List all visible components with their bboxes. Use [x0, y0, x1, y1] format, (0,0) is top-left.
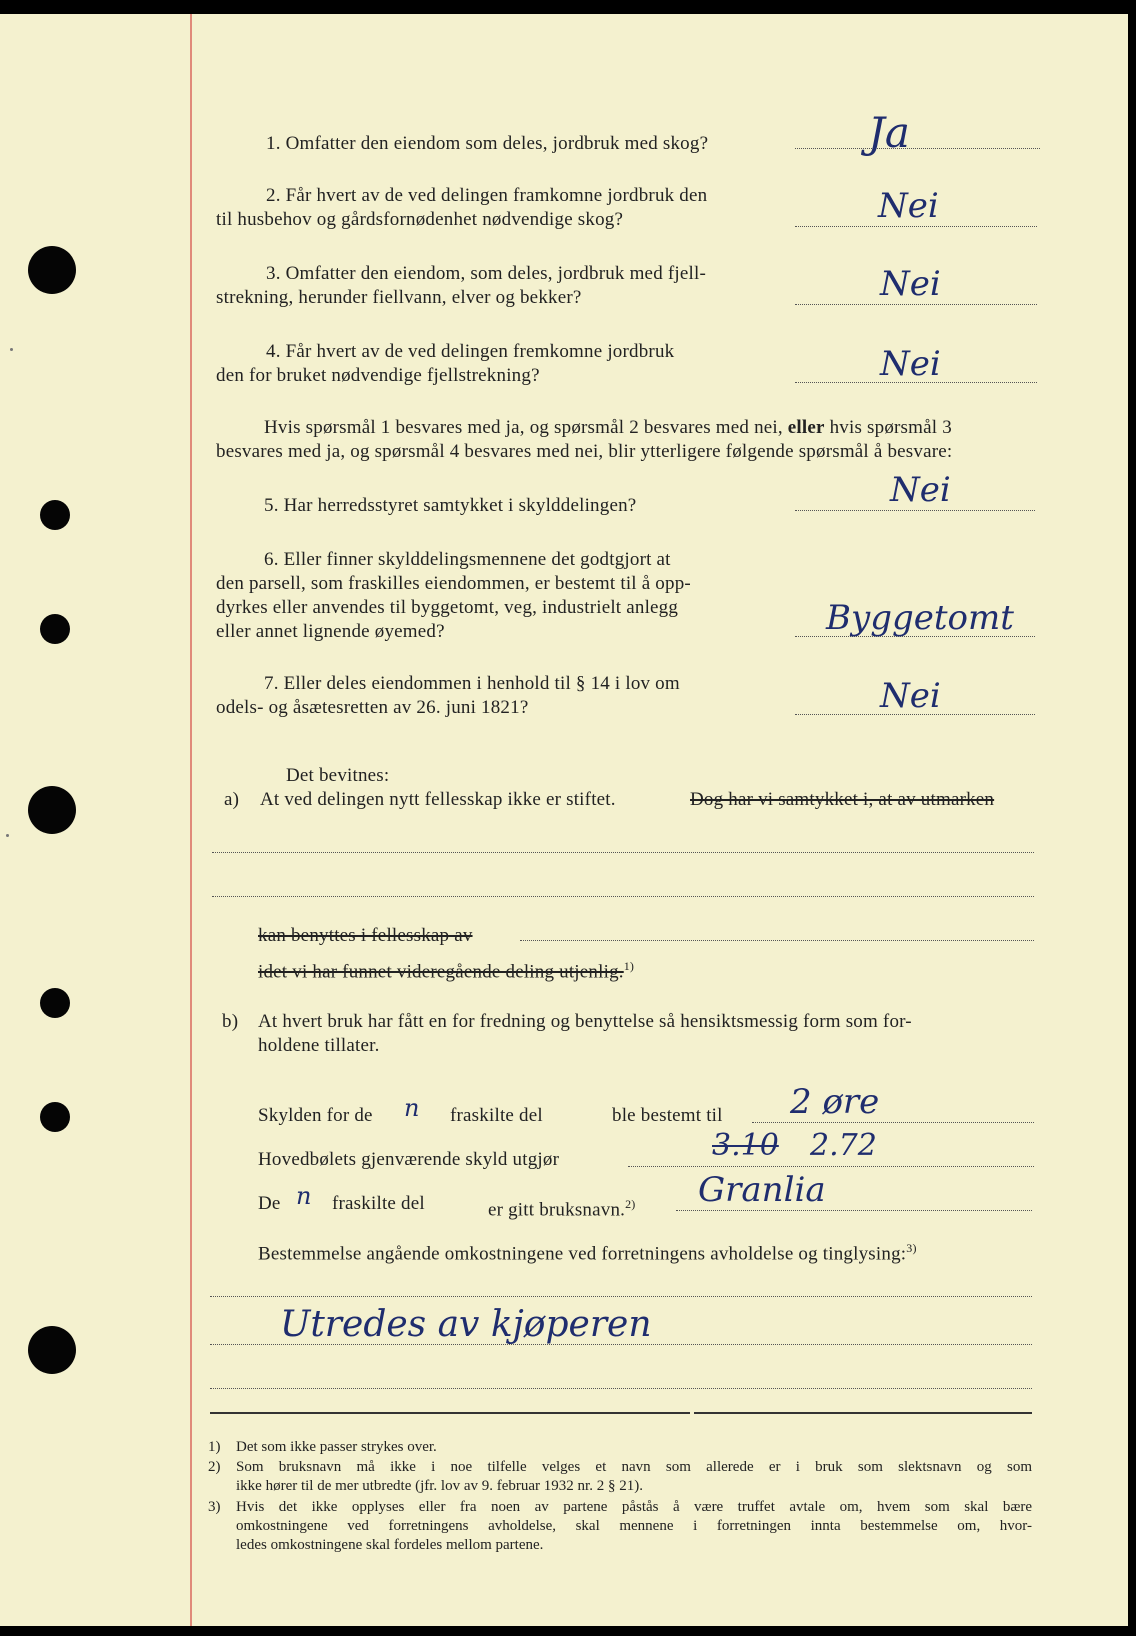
speck — [6, 834, 9, 837]
navn-label-a: De — [258, 1193, 281, 1214]
attest-struck-line-1-blank — [520, 940, 1034, 941]
bestemmelse-line-2 — [210, 1344, 1032, 1345]
navn-value-line — [676, 1210, 1032, 1211]
footnote-2-text-line2: ikke hører til de mer utbredte (jfr. lov av 9. februar 1932 nr. 2 § 21). — [236, 1478, 643, 1494]
question-6-text-line4: eller annet lignende øyemed? — [216, 621, 445, 642]
question-2-text-line1: 2. Får hvert av de ved delingen framkomne jordbruk den — [266, 185, 708, 206]
question-2-text-line2: til husbehov og gårdsfornødenhet nødvendige skog? — [216, 209, 624, 230]
condition-line2: besvares med ja, og spørsmål 4 besvares med nei, blir ytterligere følgende spørsmål å besvare: — [216, 441, 953, 462]
hoved-value: 2.72 — [810, 1128, 877, 1163]
skyld-label-c: ble bestemt til — [612, 1105, 723, 1126]
punch-hole — [40, 500, 70, 530]
question-5-answer-line — [795, 510, 1035, 511]
navn-value: Granlia — [698, 1170, 826, 1210]
skyld-mark: n — [404, 1094, 420, 1122]
attest-b-line1: At hvert bruk har fått en for fredning og benyttelse så hensiktsmessig form som for- — [258, 1011, 912, 1032]
navn-footnote-ref: 2) — [625, 1197, 636, 1211]
punch-hole — [28, 246, 76, 294]
skyld-label-b: fraskilte del — [450, 1105, 543, 1126]
form-page — [0, 14, 1128, 1626]
bestemmelse-footnote-ref: 3) — [906, 1241, 917, 1255]
bestemmelse-label — [258, 1236, 917, 1266]
footnote-3-text-line3: ledes omkostningene skal fordeles mellom partene. — [236, 1537, 544, 1553]
question-1-text: 1. Omfatter den eiendom som deles, jordbruk med skog? — [266, 133, 709, 154]
question-3-answer-line — [795, 304, 1037, 305]
attest-footnote-ref-1: 1) — [623, 959, 635, 973]
question-1-answer: Ja — [868, 108, 910, 157]
attest-a-struck-text: Dog har vi samtykket i, at av utmarken — [690, 789, 995, 810]
footnote-3-mark: 3) — [208, 1499, 221, 1515]
footnote-1-mark: 1) — [208, 1439, 221, 1455]
question-2-answer: Nei — [878, 186, 939, 226]
attest-heading: Det bevitnes: — [286, 765, 390, 786]
question-4-answer: Nei — [880, 344, 941, 384]
navn-label-c — [488, 1192, 636, 1222]
attest-blank-line-2 — [212, 896, 1034, 897]
attest-b-label: b) — [222, 1011, 239, 1032]
navn-label-b: fraskilte del — [332, 1193, 425, 1214]
skyld-value: 2 øre — [790, 1082, 880, 1122]
attest-struck-line-1: kan benyttes i fellesskap av — [258, 925, 473, 946]
footnote-rule-right — [694, 1412, 1032, 1414]
question-1-answer-line — [795, 148, 1040, 149]
punch-hole — [40, 614, 70, 644]
attest-struck-line-2 — [258, 954, 634, 984]
hoved-value-line — [628, 1166, 1034, 1167]
footnote-3-text-line1: Hvis det ikke opplyses eller fra noen av partene påstås å være truffet avtale om, hvem som skal bære — [236, 1499, 1032, 1515]
question-6-text-line3: dyrkes eller anvendes til byggetomt, veg, industrielt anlegg — [216, 597, 679, 618]
hoved-label: Hovedbølets gjenværende skyld utgjør — [258, 1149, 560, 1170]
footnote-2-text-line1: Som bruksnavn må ikke i noe tilfelle velges et navn som allerede er i bruk som slektsnavn og som — [236, 1459, 1032, 1475]
punch-hole — [28, 786, 76, 834]
speck — [10, 348, 13, 351]
question-2-answer-line — [795, 226, 1037, 227]
attest-a-label: a) — [224, 789, 240, 810]
question-7-answer: Nei — [880, 676, 941, 716]
question-4-text-line2: den for bruket nødvendige fjellstrekning? — [216, 365, 540, 386]
footnote-2-mark: 2) — [208, 1459, 221, 1475]
skyld-value-line — [752, 1122, 1034, 1123]
bestemmelse-value: Utredes av kjøperen — [280, 1304, 652, 1345]
hoved-struck-value: 3.10 — [712, 1128, 779, 1163]
condition-line1 — [264, 416, 952, 440]
bestemmelse-text: Bestemmelse angående omkostningene ved forretningens avholdelse og tinglysing: — [258, 1243, 907, 1265]
question-3-text-line1: 3. Omfatter den eiendom, som deles, jordbruk med fjell- — [266, 263, 706, 284]
attest-struck-line-2-text: idet vi har funnet videregående deling utjenlig. — [258, 961, 624, 983]
question-5-text: 5. Har herredsstyret samtykket i skylddelingen? — [264, 495, 637, 516]
question-4-text-line1: 4. Får hvert av de ved delingen fremkomne jordbruk — [266, 341, 675, 362]
question-6-text-line2: den parsell, som fraskilles eiendommen, er bestemt til å opp- — [216, 573, 691, 594]
question-3-text-line2: strekning, herunder fiellvann, elver og bekker? — [216, 287, 582, 308]
footnote-3-text-line2: omkostningene ved forretningens avholdelse, skal mennene i forretningen innta bestemmelse om, hvor- — [236, 1518, 1032, 1534]
skyld-label-a: Skylden for de — [258, 1105, 373, 1126]
attest-a-text: At ved delingen nytt fellesskap ikke er stiftet. — [260, 789, 616, 810]
attest-blank-line-1 — [212, 852, 1034, 853]
question-3-answer: Nei — [880, 264, 941, 304]
question-5-answer: Nei — [890, 470, 951, 510]
question-6-text-line1: 6. Eller finner skylddelingsmennene det godtgjort at — [264, 549, 671, 570]
punch-hole — [40, 1102, 70, 1132]
condition-line1-end: hvis spørsmål 3 — [829, 417, 952, 438]
question-7-text-line1: 7. Eller deles eiendommen i henhold til § 14 i lov om — [264, 673, 680, 694]
condition-eller: eller — [787, 417, 825, 438]
question-7-text-line2: odels- og åsætesretten av 26. juni 1821? — [216, 697, 529, 718]
navn-mark: n — [296, 1182, 312, 1210]
question-6-answer: Byggetomt — [826, 598, 1014, 638]
navn-label-c-text: er gitt bruksnavn. — [488, 1199, 626, 1221]
footnote-1-text: Det som ikke passer strykes over. — [236, 1439, 437, 1455]
punch-hole — [28, 1326, 76, 1374]
bestemmelse-line-3 — [210, 1388, 1032, 1389]
attest-b-line2: holdene tillater. — [258, 1035, 380, 1056]
footnote-rule-left — [210, 1412, 690, 1414]
bestemmelse-line-1 — [210, 1296, 1032, 1297]
condition-line1-start: Hvis spørsmål 1 besvares med ja, og spørsmål 2 besvares med nei, — [264, 417, 783, 438]
punch-hole — [40, 988, 70, 1018]
margin-line — [190, 14, 192, 1626]
